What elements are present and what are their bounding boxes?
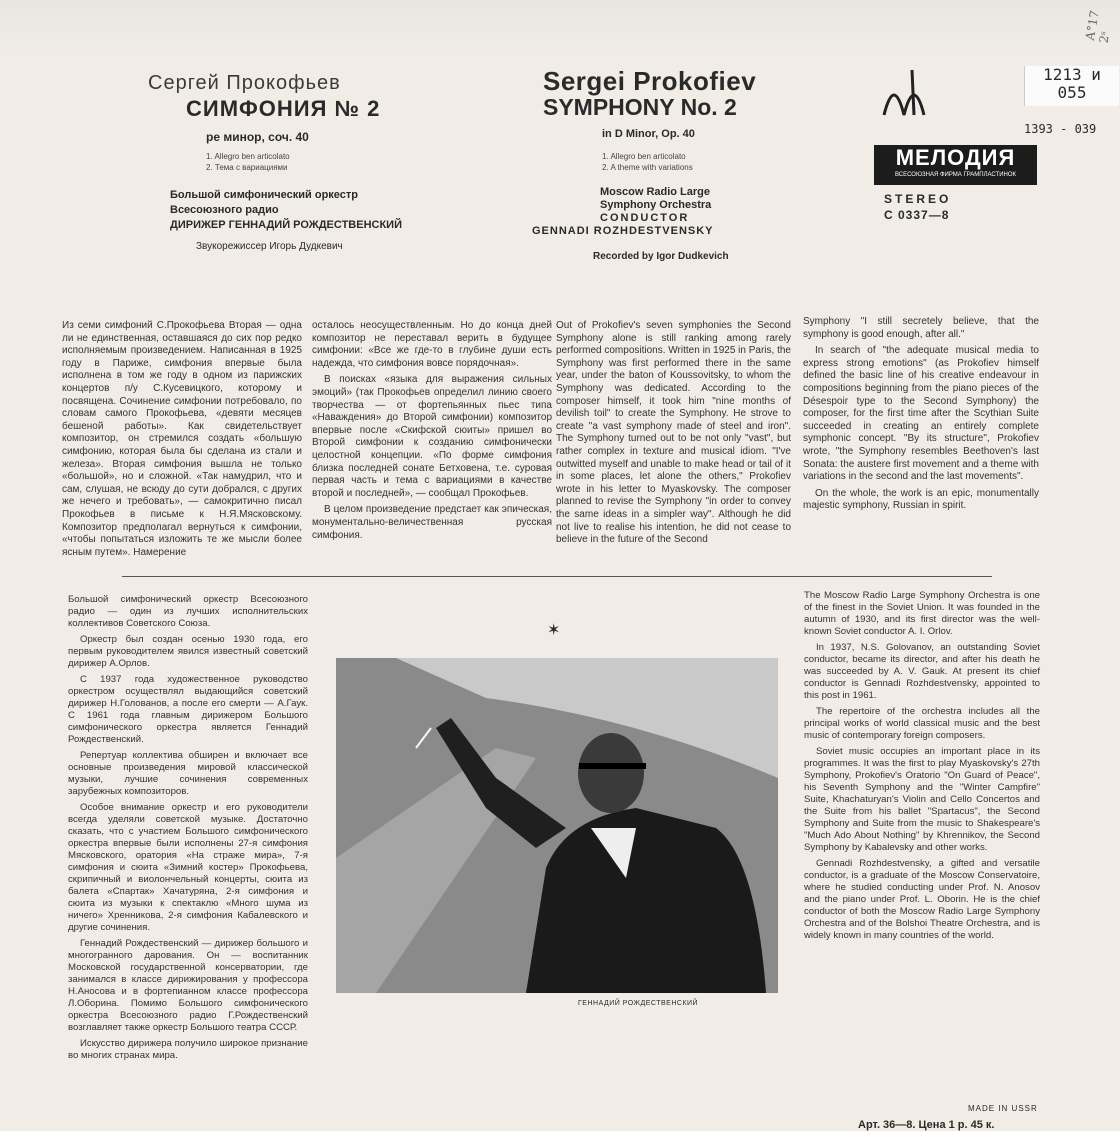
melodiya-logo	[874, 145, 1037, 185]
stereo-label: STEREO	[884, 192, 952, 206]
logo-subtext: ВСЕСОЮЗНАЯ ФИРМА ГРАМПЛАСТИНОК	[894, 172, 1017, 178]
logo-text: МЕЛОДИЯ	[895, 145, 1016, 170]
en-title: SYMPHONY No. 2	[543, 94, 737, 120]
star-ornament: ✶	[547, 622, 561, 639]
ru-notes-para: В целом произведение предстает как эпическая, монументально-величественная русская симфония.	[312, 504, 552, 541]
sticker-line-2: 055	[1057, 83, 1087, 102]
ru-notes-col-1	[62, 320, 302, 563]
en-bio-para: Gennadi Rozhdestvensky, a gifted and versatile conductor, is a graduate of the Moscow Conservatoire, where he studied conducting under Prof. N. Anosov and the piano under Prof. L. Oborin. He is the chief conductor of both the Moscow Radio Large Symphony Orchestra and of the Bolshoi Theatre Orchestra, and is widely known in many countries of the world.	[804, 858, 1040, 941]
ru-movements	[206, 151, 290, 173]
ru-key: ре минор, соч. 40	[206, 130, 309, 144]
ru-notes-col-2	[312, 320, 552, 546]
en-movements	[602, 151, 693, 173]
ru-notes-para: В поисках «языка для выражения сильных эмоций» (так Прокофьев определил линию своего творчества — от фортепьянных пьес типа «Наваждения» до Второй симфонии) композитор впервые после «Скифской сюиты» пришел во Второй симфонии к созданию симфонически целостной концепции. «По форме симфония близка последней сонате Бетховена, т.е. суровая первая часть и тема с вариациями в качестве второй и последней», — сообщал Прокофьев.	[312, 374, 552, 499]
en-notes-para: On the whole, the work is an epic, monumentally majestic symphony, Russian in spirit.	[803, 487, 1039, 512]
ru-bio-para: Особое внимание оркестр и его руководители всегда уделяли советской музыке. Достаточно сказать, что с участием Большого симфонического оркестра впервые были исполнены 27-я симфония Мясковского, оратория «На страже мира», 7-я симфония и сюита «Зимний костер» Прокофьева, скрипичный и виолончельный концерты, сюита из балета «Спартак» Хачатуряна, 2-я симфония и сюита из музыки к спектаклю «Много шума из ничего» Хренникова, 2-я симфония Кабалевского и другие сочинения.	[68, 802, 308, 933]
ru-bio-para: Искусство дирижера получило широкое признание во многих странах мира.	[68, 1038, 308, 1061]
en-conductor-name: GENNADI ROZHDESTVENSKY	[532, 225, 714, 237]
ru-bio-para: Большой симфонический оркестр Всесоюзного радио — один из лучших исполнительских коллективов Советского Союза.	[68, 594, 308, 629]
sticker-line-1: 1213 и	[1043, 65, 1101, 84]
price-label: Арт. 36—8. Цена 1 р. 45 к.	[858, 1119, 995, 1131]
conductor-silhouette-icon	[336, 658, 778, 993]
ru-bio-para: Оркестр был создан осенью 1930 года, его первым руководителем явился известный советский дирижер А.Орлов.	[68, 634, 308, 669]
melodiya-emblem-icon	[874, 55, 944, 135]
ru-movement-2: 2. Тема с вариациями	[206, 163, 288, 172]
ru-bio-para: Геннадий Рождественский — дирижер большого и многогранного дарования. Он — воспитанник Московской государственной консерватории, где занимался в классе дирижирования у профессора Н.Аносова и в фортепианном классе профессора Л.Оборина. Помимо Большого симфонического оркестра Всесоюзного радио Г.Рождественский возглавляет также оркестр Большого театра СССР.	[68, 938, 308, 1033]
ru-bio-para: Репертуар коллектива обширен и включает все основные произведения мировой классической музыки, лучшие сочинения современных зарубежных композиторов.	[68, 750, 308, 797]
en-notes-para: Symphony "I still secretely believe, that the symphony is good enough, after all."	[803, 316, 1039, 340]
en-orchestra-line-1: Moscow Radio Large	[600, 186, 711, 198]
en-bio-para: The Moscow Radio Large Symphony Orchestra is one of the finest in the Soviet Union. It was founded in the autumn of 1930, and its first director was the well-known Soviet conductor A. I. Orlov.	[804, 590, 1040, 637]
en-notes-col-1	[556, 320, 791, 551]
photo-caption: ГЕННАДИЙ РОЖДЕСТВЕНСКИЙ	[578, 1000, 699, 1007]
ru-title: СИМФОНИЯ № 2	[186, 96, 381, 121]
ru-notes-para: Из семи симфоний С.Прокофьева Вторая — одна ли не единственная, оставшаяся до сих пор редко исполняемым произведением. Написанная в 1925 году в Париже, симфония впервые была исполнена в том же году в одном из парижских концертов п/у С.Кусевицкого, которому и посвящена. Сочинение симфонии потребовало, по словам самого Прокофьева, «девяти месяцев бешеной работы». Как свидетельствует композитор, он стремился создать «большую симфонию, которая была бы сделана из стали и железа». Вторая симфония вышла не только «большой», но и сложной. «Так намудрил, что и сам, слушая, не всюду до сути добрался, с других же нечего и требовать», — самокритично писал Прокофьев в письме к Н.Я.Мясковскому. Композитор предполагал вернуться к симфонии, «чтобы попытаться изложить те же мысли более ясным путем». Намерение	[62, 320, 302, 558]
catalog-number: С 0337—8	[884, 208, 950, 222]
en-bio-para: In 1937, N.S. Golovanov, an outstanding Soviet conductor, became its director, and after his death he was succeeded by A. V. Gauk. At present its chief conductor is Gennadi Rozhdestvensky, appointed to this post in 1961.	[804, 642, 1040, 701]
en-bio-para: The repertoire of the orchestra includes all the principal works of world classical music and the best music of contemporary foreign composers.	[804, 706, 1040, 741]
ru-orchestra-line-2: Всесоюзного радио	[170, 204, 279, 216]
catalog-sticker-2: 1393 - 039	[1024, 122, 1097, 136]
catalog-sticker	[1024, 66, 1119, 106]
en-notes-col-2	[803, 316, 1039, 517]
ru-movement-1: 1. Allegro ben articolato	[206, 152, 290, 161]
ru-notes-para: осталось неосуществленным. Но до конца дней композитор не переставал верить в будущее симфонии: «Все же где-то в глубине души есть надежда, что симфония вовсе порядочная».	[312, 320, 552, 369]
handwritten-note: А°17 2ˢ	[1082, 9, 1113, 45]
en-notes-para: In search of "the adequate musical media to express strong emotions" (as Prokofiev himself defined the basic line of his creative endeavour in compositions beginning from the piano pieces of the Désespoir type to the Second Symphony) the composer, for the first time after the Scythian Suite succeeded in creating an entirely complete symphonic concept. "By its structure", Prokofiev wrote, "the Symphony resembles Beethoven's last Sonata: the austere first movement and a theme with variations in the second and the last movements".	[803, 345, 1039, 483]
top-band	[0, 0, 1120, 56]
en-key: in D Minor, Op. 40	[602, 128, 695, 140]
en-movement-1: 1. Allegro ben articolato	[602, 152, 686, 161]
en-orchestra-line-2: Symphony Orchestra	[600, 199, 712, 211]
ru-conductor: ДИРИЖЕР ГЕННАДИЙ РОЖДЕСТВЕНСКИЙ	[170, 219, 402, 231]
ru-orchestra-bio	[68, 594, 308, 1066]
section-divider	[122, 576, 992, 577]
en-orchestra-bio	[804, 590, 1040, 946]
ru-orchestra-line-1: Большой симфонический оркестр	[170, 189, 358, 201]
ru-orchestra	[170, 188, 402, 233]
ru-composer: Сергей Прокофьев	[148, 72, 341, 94]
en-bio-para: Soviet music occupies an important place in its programmes. It was the first to play Myaskovsky's 27th Symphony, Prokofiev's Oratorio "On Guard of Peace", his Seventh Symphony and the "Winter Campfire" Suite, Khachaturyan's Violin and Cello Concertos and the Suite from his ballet "Spartacus", the Second Symphony and Suite from the music to Shakespeare's "Much Ado About Nothing" by Khrennikov, the Second Symphony by Kabalevsky and other works.	[804, 746, 1040, 853]
ru-engineer: Звукорежиссер Игорь Дудкевич	[196, 241, 343, 252]
made-in-label: MADE IN USSR	[968, 1104, 1038, 1113]
conductor-photo	[336, 658, 778, 993]
en-conductor-label: CONDUCTOR	[600, 212, 690, 224]
ru-bio-para: С 1937 года художественное руководство оркестром осуществлял выдающийся советский дирижер Н.Голованов, а после его смерти — А.Гаук. С 1961 года главным дирижером Большого симфонического оркестра является Геннадий Рождественский.	[68, 674, 308, 745]
en-notes-para: Out of Prokofiev's seven symphonies the Second Symphony alone is still ranking among rarely performed compositions. Written in 1925 in Paris, the Symphony was first performed there in the same year, under the baton of Koussovitsky, to whom the Symphony was dedicated. According to the composer himself, it took him "nine months of devilish toil" to create the Symphony. He strove to create "a vast symphony made of steel and iron". The Symphony turned out to be not only "vast", but rather complex in texture and musical idiom. "I've outwitted myself and unable to make head or tail of it in some places, let alone the others," Prokofiev wrote in his letter to Myaskovsky. The composer planned to revise the Symphony "in order to convey the same ideas in a simpler way". Although he did not live to realise his intention, he did not cease to believe in the future of the Second	[556, 320, 791, 546]
en-orchestra	[532, 186, 714, 238]
en-movement-2: 2. A theme with variations	[602, 163, 693, 172]
en-composer: Sergei Prokofiev	[543, 66, 757, 96]
en-engineer: Recorded by Igor Dudkevich	[593, 251, 729, 262]
